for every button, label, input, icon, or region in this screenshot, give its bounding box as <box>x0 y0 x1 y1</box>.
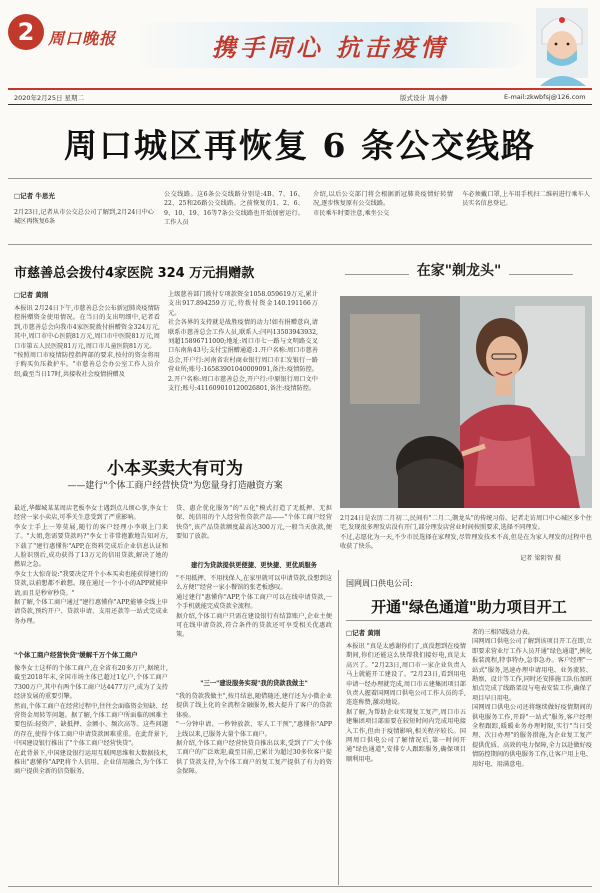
small-biz-col-1: 最近,华耀城某某周店老板李女士遇到点儿烦心事,李女士经营一家小卖店,可季关生意受到了严重影响。 李女士手上一筹莫展,随行的客户经理小李联上门来了。"大姐,您需要贷款吗?"李女士非常抱歉地告知对方,下载了"建行惠懂你"APP,在资料完成后企业信息认证和人脸识别后,成功获得了13万元的信用贷款,解决了她的燃眉之急。 李女士大惊奇说:"我要决定开个小本买卖也能获得建行的贷款,以前想都不敢想。现在通过一个小小的APP就能申请,而且是秒审秒贷。" 据了解,个体工商户通过"建行惠懂你"APP,能够全线上申请贷款,预约开户、贷款申请、支用还款等一站式完成业务办理。 <box>14 505 168 625</box>
main-headline: 周口城区再恢复 6 条公交线路 <box>64 126 536 165</box>
power-byline-text: □记者 黄刚 <box>346 629 381 637</box>
headline-col-1: 2月23日,记者从市公交总公司了解到,2月24日中心城区再恢复6条 <box>14 209 154 226</box>
barber-photo <box>340 296 592 508</box>
date-line: 2020年2月25日 星期二 <box>14 94 85 102</box>
editor-credit: 版式设计 周小静 <box>400 94 448 102</box>
power-col-2: 者的三相四线动力表。 国网周口供电公司了解到该项目开工在即,立即要求营业厅工作人员开通"绿色通道",例化报装流程,特事特办,急事急办。客户经理"一站式"服务,迅速办理申请用电、业务流转、勘察、设计等工作,同时还安排施工队伍加班加点完成了线路架设与电表安装工作,确保了项目早日用电。 国网周口供电公司还将继续做好疫情期间的供电服务工作,开辟"一站式"服务,客户经理全程跟踪,暖暖业务办理时限,实行"当日受理、次日办理"的服务措施,为企业复工复产提供优质、高效的电力保障,全力以赴做好疫情防控期间的供电服务工作,让客户用上电、用好电、用满意电。 <box>472 629 592 768</box>
power-title: 开通"绿色通道"助力项目开工 <box>371 598 567 616</box>
small-biz-col-1b: 像李女士这样的个体工商户,在全省有20多万户,据统计,截至2018年末,全国市场主体已超过1亿户,个体工商户7300万户,其中有两个体工商户达4477万户,成为了支持经济发展的重要引擎。 然而,个体工商户在经营过程中,往往会面临资金短缺、经营资金周转等问题。据了解,个体工商户所面临的困难主要包括:轻资产、缺抵押、金额小、频次高等。这些问题的存在,使得个体工商户申请贷款困难重重。在此背景下,中国建设银行推出了"个体工商户经营快贷"。 在此背景下,中国建设银行运用互联网思维和大数据技术,推出"惠懂你"APP,将个人信用、企业信用融合,为个体工商户提供全新的信贷服务。 <box>14 665 168 776</box>
paper-name: 周口晚报 <box>48 29 117 48</box>
headline-col-2: 公交线路。这6条公交线路分别是:4B、7、16、22、25和26路公交线路。之前恢复的1、2、6、9、10、19、16等7条公交线路也开始加密运行。工作人员 <box>164 191 304 227</box>
power-col-1: 本报讯 "真是太感谢你们了,真没想到在疫情期间,你们还能这么快帮我们接好电,真是太高兴了。"2月23日,周口市一家企业负责人马上就能开工建设了。"2月23日,看到用电申请一经办理就完成,周口市五建集团项目部负责人握着国网周口供电公司工作人员的手,连连称赞,激动地说。 据了解,为帮助企业实现复工复产,周口市五建集团项目部需要在较短时间内完成用电接入工作,但由于疫情影响,相关程序较长。国网周口供电公司了解情况后,第一时间开通"绿色通道",安排专人跟踪服务,确保项目顺利用电。 <box>346 643 466 763</box>
masthead-rule-bottom <box>8 104 592 105</box>
masthead <box>0 0 600 92</box>
section-rule-1 <box>8 244 592 245</box>
headline-byline <box>14 191 55 200</box>
column-divider <box>338 570 339 885</box>
small-biz-subhead-2: 建行为贷款提供更便捷、更快捷、更优质服务 <box>191 562 317 569</box>
donation-col-1: 本报讯 2月24日下午,市慈善总会公布新冠肺炎疫情防控捐赠资金使用情况。在当日的支出明细中,记者看到,市慈善总会向我市4家医院拨付捐赠资金324万元,其中,周口市中心医院81万元,周口市中医院81万元,周口市第五人民医院81万元,周口市儿童医院81万元。 "按照周口市疫情防控指挥部的要求,按付的资金将用于购买负压救护车。"市慈善总会办公室工作人员介绍,截至当日17时,共接收社会疫情捐赠及 <box>14 305 160 378</box>
email: E-mail:zkwbfsj@126.com <box>504 93 586 101</box>
banner-slogan: 携手同心 抗击疫情 <box>211 33 449 62</box>
donation-title: 市慈善总会拨付4家医院 324 万元捐赠款 <box>14 266 255 281</box>
donation-byline <box>14 290 48 299</box>
donation-col-2: 上级慈善部门拨付专项款资金1058.059619万元,累计支出917.894259万元,待拨付资金140.191166万元。 社会各界的支持就是战胜疫情的动力!如有捐赠意向,请联系市慈善总会工作人员,联系人:闫玛13503943932,刘超15896711000;地址:周口市七一路与文明路交叉口东南角43号;支付宝捐赠通道:1.开户名称:周口市慈善总会,开户行:河南省农村商业银行周口市汇发银行一路营业所;账号:16583901040009091,备注:疫情防控。2.开户名称:周口市慈善总会,开户行:中原银行周口文中支行;账号:411609010120026801,备注:疫情防控。 <box>168 291 318 393</box>
small-biz-subhead-1: "个体工商户经营快贷"缓解千万个体工商户 <box>14 651 138 659</box>
photo-header-text: 在家"剃龙头" <box>409 263 510 279</box>
page-bottom-rule <box>8 886 592 887</box>
nurse-illustration <box>528 8 594 86</box>
donation-byline-text: □记者 黄刚 <box>14 291 49 299</box>
headline-col-3: 介绍,以后公交部门将会根据新冠肺炎疫情好转情况,逐步恢复原有公交线路。 市民乘车时要注意,乘坐公交 <box>313 191 453 217</box>
headline-byline-text: □记者 牛思光 <box>14 192 55 200</box>
small-biz-title: 小本买卖大有可为 <box>107 459 243 479</box>
power-byline <box>346 628 380 637</box>
small-biz-subhead-3: "三一"建设服务实现"我的贷款我做主" <box>200 680 308 687</box>
headline-rule <box>8 178 592 179</box>
power-rule <box>346 620 592 621</box>
small-biz-col-2c: "我的贷款我做主",按月结息,随借随还,建行还为小微企业提供了线上化的全流程金融服务,极大提升了客户的贷款体验。 "一分钟申请、一秒钟放款、零人工干预","惠懂你"APP上线以来,已服务大量个体工商户。 据介绍,个体工商户经营快贷自推出以来,受到了广大个体工商户的广泛欢迎,截至目前,已累计为超过30多位客户提供了贷款支持,为个体工商户的复工复产提供了有力的资金保障。 <box>176 693 332 776</box>
photo-credit: 记者 梁阴智 摄 <box>520 555 562 562</box>
photo-header <box>325 260 593 288</box>
small-biz-subtitle: ——建行"个体工商户经营快贷"为您量身打造融资方案 <box>67 481 283 491</box>
page-number: 2 <box>17 18 35 46</box>
masthead-rule-top <box>8 88 592 90</box>
headline-col-4: 车必须戴口罩,上车用手机扫二维码进行乘车人员实名信息登记。 <box>462 191 590 208</box>
small-biz-col-2: 贷、惠企优化服务"的"五化"模式打造了无抵押、无担保、纯信用的个人经营性贷款产品——"个体工商户经营快贷",该产品贷款额度最高达300万元,一般当天放款,便要知了放款。 <box>176 505 332 541</box>
photo-caption: 2月24日是农历二月初二,民间有"二月二,剃龙头"的传统习俗。记者走访周口中心城区多个住宅,发现很多理发店没有开门,部分理发店营业时间按照要求,选择不同理发。 不过,志愿化为一天,不少市民选择在家理发,尽管理发技术不高,但是在为家人理发的过程中也收获了快乐。 <box>340 515 592 551</box>
small-biz-col-2b: "不用抵押、不用找保人,在家里就可以申请贷款,没想到这么方便!"经营一家小餐馆的张老板感叹。 通过建行"惠懂你"APP,个体工商户可以在线申请贷款,一个手机就能完成贷款全流程。 据介绍,个体工商户只需在建设银行有结算账户,企业主便可在线申请贷款,符合条件的贷款还可享受相关优惠政策。 <box>176 575 332 639</box>
power-org: 国网周口供电公司: <box>346 579 413 588</box>
